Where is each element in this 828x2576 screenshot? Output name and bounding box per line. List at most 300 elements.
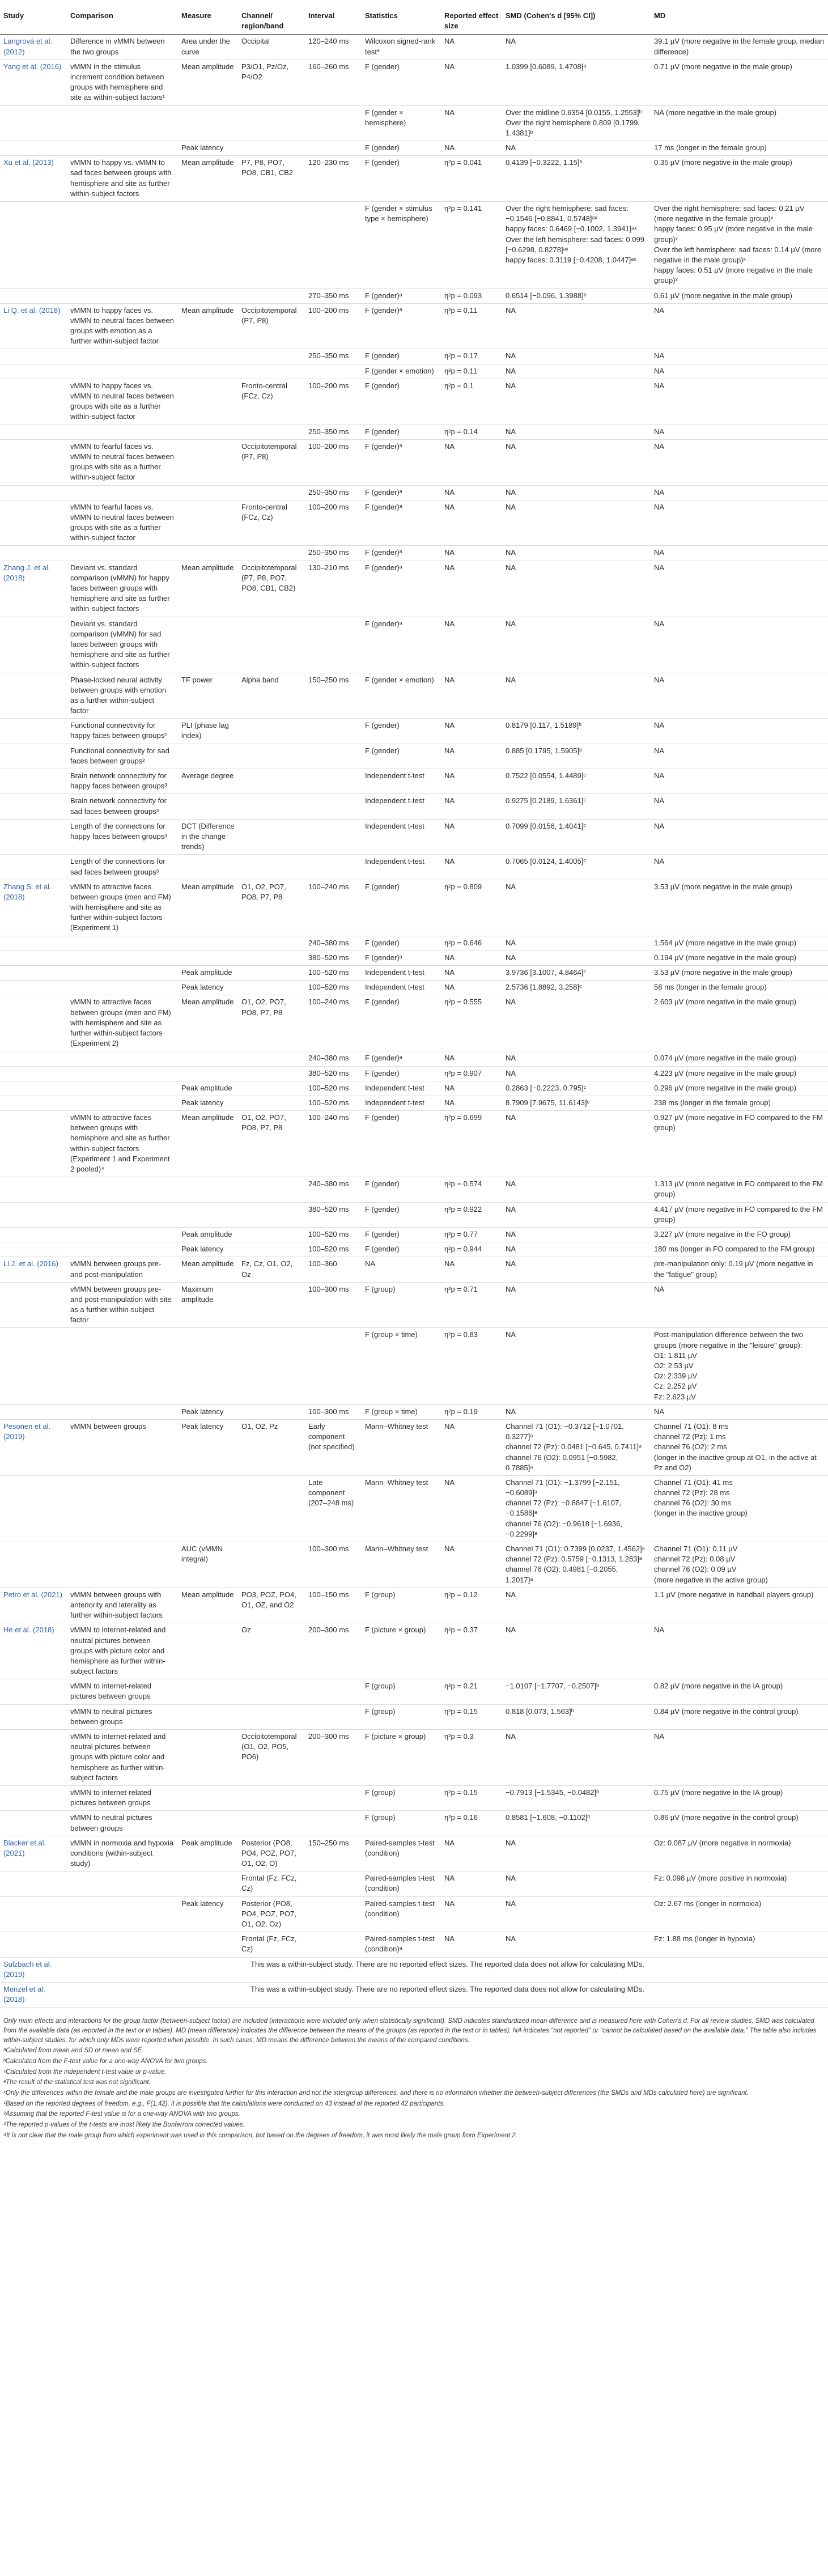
cell-study [0, 379, 67, 425]
cell-interval: 380–520 ms [305, 1066, 362, 1081]
cell-comparison [67, 1096, 178, 1110]
cell-study [0, 966, 67, 981]
table-row [0, 1679, 828, 1704]
footnote: ᵃCalculated from mean and SD or mean and SE. [3, 2047, 144, 2055]
cell-comparison: Deviant vs. standard comparison (vMMN) for sad faces between groups with hemisphere and site as further within-subject factors [67, 617, 178, 673]
cell-measure: Mean amplitude [178, 303, 238, 349]
cell-md: 0.86 µV (more negative in the control group) [651, 1811, 828, 1836]
cell-measure: Peak latency [178, 1896, 238, 1932]
cell-md: Fz: 0.098 µV (more positive in normoxia) [651, 1871, 828, 1896]
cell-channel [238, 1081, 305, 1096]
cell-smd: NA [502, 303, 651, 349]
cell-comparison: vMMN to happy vs. vMMN to sad faces between groups with hemisphere and site as further within-subject factors [67, 156, 178, 202]
cell-study: He et al. (2018) [0, 1623, 67, 1679]
table-notes [0, 2008, 828, 2147]
cell-study [0, 1051, 67, 1066]
cell-channel [238, 794, 305, 819]
cell-statistics: F (gender)ᵃ [362, 288, 441, 303]
cell-channel [238, 936, 305, 950]
cell-comparison: vMMN to internet-related pictures between groups [67, 1679, 178, 1704]
cell-comparison [67, 1242, 178, 1257]
cell-smd: 8.7909 [7.9675, 11.6143]ᶜ [502, 1096, 651, 1110]
table-row [0, 1730, 828, 1786]
cell-comparison [67, 105, 178, 141]
cell-measure [178, 500, 238, 546]
cell-study [0, 439, 67, 485]
cell-measure [178, 485, 238, 500]
cell-md: 0.84 µV (more negative in the control group) [651, 1704, 828, 1729]
cell-channel [238, 1328, 305, 1404]
cell-statistics: F (gender × hemisphere) [362, 105, 441, 141]
cell-measure: Peak amplitude [178, 1081, 238, 1096]
cell-statistics: F (gender) [362, 719, 441, 744]
table-row [0, 1202, 828, 1227]
cell-interval: 240–380 ms [305, 1177, 362, 1202]
cell-study [0, 500, 67, 546]
cell-measure [178, 439, 238, 485]
cell-statistics: F (gender) [362, 141, 441, 156]
cell-md: NA [651, 617, 828, 673]
cell-study: Menzel et al. (2018) [0, 1982, 67, 2007]
cell-md: Oz: 2.67 ms (longer in normoxia) [651, 1896, 828, 1932]
cell-md: Over the right hemisphere: sad faces: 0.21 µV (more negative in the female group)ˣ happy faces: 0.95 µV (more negative in the male group)ˣ Over the left hemisphere: sad faces: 0.14 µV (more negative in the male group)ˣ happy faces: 0.51 µV (more negative in the male group)ˣ [651, 202, 828, 289]
cell-study [0, 744, 67, 769]
cell-measure: Average degree [178, 769, 238, 794]
cell-effect: η²p = 0.14 [441, 425, 502, 439]
cell-statistics: F (gender) [362, 1066, 441, 1081]
cell-study [0, 794, 67, 819]
cell-effect: η²p = 0.646 [441, 936, 502, 950]
cell-study: Li J. et al. (2016) [0, 1257, 67, 1282]
cell-statistics: Mann–Whitney test [362, 1542, 441, 1588]
cell-comparison: Length of the connections for sad faces between groups³ [67, 855, 178, 880]
cell-smd: 0.7099 [0.0156, 1.4041]ᶜ [502, 819, 651, 855]
cell-comparison [67, 1475, 178, 1542]
cell-smd: NA [502, 500, 651, 546]
cell-measure [178, 105, 238, 141]
cell-effect: η²p = 0.555 [441, 995, 502, 1051]
header-interval: Interval [305, 8, 362, 35]
cell-channel [238, 981, 305, 995]
cell-comparison [67, 1177, 178, 1202]
cell-comparison [67, 1896, 178, 1932]
cell-comparison: vMMN to attractive faces between groups (men and FM) with hemisphere and site as further within-subject factors (Experiment 1) [67, 880, 178, 936]
cell-study: Pesonen et al. (2019) [0, 1419, 67, 1475]
cell-channel [238, 288, 305, 303]
table-row [0, 1932, 828, 1957]
cell-measure [178, 1704, 238, 1729]
cell-smd: −0.7913 [−1.5345, −0.0482]ᵇ [502, 1785, 651, 1810]
cell-md: NA [651, 1623, 828, 1679]
cell-statistics: F (gender)ᵃ [362, 500, 441, 546]
footnote: ᵇCalculated from the F-test value for a one-way ANOVA for two groups. [3, 2058, 208, 2065]
cell-comparison: vMMN to internet-related and neutral pictures between groups with picture color and hemisphere as further within-subject factors [67, 1623, 178, 1679]
cell-study [0, 485, 67, 500]
cell-md: NA [651, 1404, 828, 1419]
cell-effect: NA [441, 60, 502, 105]
cell-study [0, 1542, 67, 1588]
cell-interval: 150–250 ms [305, 673, 362, 719]
table-row [0, 1227, 828, 1242]
cell-channel [238, 105, 305, 141]
cell-effect: η²p = 0.21 [441, 1679, 502, 1704]
cell-md: Oz: 0.087 µV (more negative in normoxia) [651, 1836, 828, 1871]
cell-comparison: Functional connectivity for happy faces between groups² [67, 719, 178, 744]
cell-channel: Occipitotemporal (O1, O2, PO5, PO6) [238, 1730, 305, 1786]
cell-study [0, 819, 67, 855]
cell-comparison: Functional connectivity for sad faces between groups² [67, 744, 178, 769]
cell-channel: Posterior (PO8, PO4, POZ, PO7, O1, O2, Oz) [238, 1896, 305, 1932]
cell-measure [178, 1811, 238, 1836]
cell-effect: NA [441, 141, 502, 156]
cell-measure: Peak latency [178, 1419, 238, 1475]
cell-md: NA [651, 561, 828, 617]
cell-md: 0.61 µV (more negative in the male group) [651, 288, 828, 303]
cell-comparison: Length of the connections for happy faces between groups³ [67, 819, 178, 855]
cell-comparison: vMMN to internet-related pictures between groups [67, 1785, 178, 1810]
table-row [0, 379, 828, 425]
cell-comparison [67, 1542, 178, 1588]
cell-statistics: F (gender) [362, 60, 441, 105]
cell-md: NA [651, 1730, 828, 1786]
cell-channel: Frontal (Fz, FCz, Cz) [238, 1871, 305, 1896]
cell-smd: NA [502, 1066, 651, 1081]
cell-interval: 100–240 ms [305, 995, 362, 1051]
cell-effect: NA [441, 819, 502, 855]
cell-statistics: F (gender)ᵃ [362, 485, 441, 500]
cell-study: Blacker et al. (2021) [0, 1836, 67, 1871]
cell-comparison [67, 950, 178, 965]
cell-measure: Mean amplitude [178, 1257, 238, 1282]
cell-comparison: vMMN to attractive faces between groups (men and FM) with hemisphere and site as further within-subject factors (Experiment 2) [67, 995, 178, 1051]
cell-comparison: vMMN to internet-related and neutral pictures between groups with picture color and hemisphere as further within-subject factors [67, 1730, 178, 1786]
cell-comparison [67, 1202, 178, 1227]
cell-channel [238, 744, 305, 769]
table-row [0, 1982, 828, 2007]
cell-measure: AUC (vMMN integral) [178, 1542, 238, 1588]
cell-study [0, 617, 67, 673]
cell-measure [178, 1623, 238, 1679]
cell-effect: η²p = 0.907 [441, 1066, 502, 1081]
cell-channel [238, 1066, 305, 1081]
cell-statistics: F (gender) [362, 1111, 441, 1177]
cell-statistics: Mann–Whitney test [362, 1419, 441, 1475]
cell-interval: 250–350 ms [305, 546, 362, 561]
cell-md: NA [651, 855, 828, 880]
cell-smd: 1.0399 [0.6089, 1.4708]ᵃ [502, 60, 651, 105]
cell-study: Xu et al. (2013) [0, 156, 67, 202]
cell-measure [178, 1177, 238, 1202]
cell-statistics: F (gender)ᵃ [362, 561, 441, 617]
cell-smd: −1.0107 [−1.7707, −0.2507]ᵇ [502, 1679, 651, 1704]
cell-effect: NA [441, 1051, 502, 1066]
cell-statistics: F (picture × group) [362, 1730, 441, 1786]
cell-study [0, 1242, 67, 1257]
cell-study [0, 1227, 67, 1242]
cell-comparison [67, 1932, 178, 1957]
cell-study: Langrová et al. (2012) [0, 35, 67, 60]
cell-channel: PO3, POZ, PO4, O1, OZ, and O2 [238, 1588, 305, 1623]
cell-study: Zhang J. et al. (2018) [0, 561, 67, 617]
cell-effect: η²p = 0.15 [441, 1704, 502, 1729]
table-row [0, 769, 828, 794]
cell-md: 3.227 µV (more negative in the FO group) [651, 1227, 828, 1242]
cell-smd: NA [502, 1282, 651, 1328]
header-md: MD [651, 8, 828, 35]
cell-effect: η²p = 0.77 [441, 1227, 502, 1242]
table-row [0, 1588, 828, 1623]
cell-comparison [67, 425, 178, 439]
cell-statistics: Independent t-test [362, 769, 441, 794]
cell-interval: 130–210 ms [305, 561, 362, 617]
cell-smd: NA [502, 1730, 651, 1786]
cell-smd: 0.2863 [−0.2223, 0.795]ᶜ [502, 1081, 651, 1096]
cell-smd: 0.7065 [0.0124, 1.4005]ᶜ [502, 855, 651, 880]
cell-channel: Occipital [238, 35, 305, 60]
table-row [0, 425, 828, 439]
cell-interval: 120–240 ms [305, 35, 362, 60]
cell-smd: 2.5736 [1.8892, 3.258]ᶜ [502, 981, 651, 995]
cell-smd: 0.8581 [−1.608, −0.1102]ᵇ [502, 1811, 651, 1836]
table-row [0, 1328, 828, 1404]
cell-md: NA [651, 425, 828, 439]
table-row [0, 617, 828, 673]
cell-md: 58 ms (longer in the female group) [651, 981, 828, 995]
cell-measure [178, 364, 238, 379]
footnote: ⁴It is not clear that the male group from which experiment was used in this comparison, but based on the degrees of freedom, it was most likely the male group from Experiment 2. [3, 2132, 517, 2139]
cell-channel [238, 485, 305, 500]
cell-measure: Mean amplitude [178, 156, 238, 202]
cell-statistics: F (gender) [362, 425, 441, 439]
cell-smd: NA [502, 1202, 651, 1227]
cell-smd: NA [502, 1588, 651, 1623]
cell-interval [305, 819, 362, 855]
cell-md: NA [651, 546, 828, 561]
cell-comparison [67, 546, 178, 561]
cell-study [0, 1096, 67, 1110]
cell-effect: NA [441, 1836, 502, 1871]
table-row [0, 995, 828, 1051]
cell-comparison [67, 202, 178, 289]
cell-statistics: Independent t-test [362, 1081, 441, 1096]
cell-comparison: vMMN between groups pre- and post-manipulation with site as a further within-subject factor [67, 1282, 178, 1328]
cell-comparison [67, 981, 178, 995]
cell-message: This was a within-subject study. There are no reported effect sizes. The reported data does not allow for calculating MDs. [67, 1982, 828, 2007]
cell-statistics: F (group) [362, 1811, 441, 1836]
table-row [0, 1623, 828, 1679]
cell-md: 0.82 µV (more negative in the IA group) [651, 1679, 828, 1704]
cell-md: NA [651, 673, 828, 719]
cell-effect: NA [441, 546, 502, 561]
table-row [0, 60, 828, 105]
cell-effect: η²p = 0.12 [441, 1588, 502, 1623]
cell-channel [238, 425, 305, 439]
footnote: ˣOnly the differences within the female and the male groups are investigated further for this interaction and not the intergroup differences, and there is no information whether the between-subject differences (the SMDs and MDs calculated here) are significant. [3, 2090, 749, 2097]
cell-comparison [67, 141, 178, 156]
cell-md: Channel 71 (O1): 8 ms channel 72 (Pz): 1 ms channel 76 (O2): 2 ms (longer in the inactive group at O1, in the active at Pz and O2) [651, 1419, 828, 1475]
cell-smd: NA [502, 995, 651, 1051]
table-row [0, 1051, 828, 1066]
cell-interval [305, 794, 362, 819]
cell-effect: NA [441, 1419, 502, 1475]
cell-smd: NA [502, 141, 651, 156]
cell-channel [238, 1051, 305, 1066]
cell-interval: 200–300 ms [305, 1730, 362, 1786]
cell-effect: NA [441, 1257, 502, 1282]
cell-statistics: F (gender) [362, 156, 441, 202]
cell-effect: η²p = 0.71 [441, 1282, 502, 1328]
cell-effect: η²p = 0.83 [441, 1328, 502, 1404]
cell-effect: NA [441, 1096, 502, 1110]
cell-smd: NA [502, 1623, 651, 1679]
cell-md: Channel 71 (O1): 0.11 µV channel 72 (Pz): 0.08 µV channel 76 (O2): 0.09 µV (more negative in the active group) [651, 1542, 828, 1588]
cell-effect: NA [441, 561, 502, 617]
cell-smd: NA [502, 1242, 651, 1257]
cell-study [0, 1404, 67, 1419]
cell-effect: NA [441, 1475, 502, 1542]
cell-effect: η²p = 0.699 [441, 1111, 502, 1177]
cell-study: Zhang S. et al. (2018) [0, 880, 67, 936]
cell-comparison: vMMN to fearful faces vs. vMMN to neutral faces between groups with site as a further within-subject factor [67, 500, 178, 546]
cell-measure: Peak amplitude [178, 1836, 238, 1871]
cell-interval [305, 141, 362, 156]
cell-md: 4.417 µV (more negative in FO compared to the FM group) [651, 1202, 828, 1227]
cell-smd: NA [502, 35, 651, 60]
cell-md: NA (more negative in the male group) [651, 105, 828, 141]
cell-measure [178, 744, 238, 769]
header-statistics: Statistics [362, 8, 441, 35]
cell-comparison [67, 1081, 178, 1096]
cell-md: 3.53 µV (more negative in the male group) [651, 880, 828, 936]
cell-study [0, 1871, 67, 1896]
cell-statistics: F (gender) [362, 995, 441, 1051]
cell-smd: 0.885 [0.1795, 1.5905]ᵇ [502, 744, 651, 769]
table-row [0, 744, 828, 769]
cell-effect: NA [441, 105, 502, 141]
cell-smd: Channel 71 (O1): −0.3712 [−1.0701, 0.3277]ᵃ channel 72 (Pz): 0.0481 [−0.645, 0.7411]ᵃ channel 76 (O2): 0.0951 [−0.5982, 0.7885]ᵃ [502, 1419, 651, 1475]
cell-measure [178, 1051, 238, 1066]
cell-smd: NA [502, 1177, 651, 1202]
cell-interval: 100–200 ms [305, 303, 362, 349]
cell-channel: P7, P8, PO7, PO8, CB1, CB2 [238, 156, 305, 202]
cell-measure [178, 1475, 238, 1542]
cell-smd: NA [502, 1111, 651, 1177]
table-row [0, 819, 828, 855]
cell-statistics: F (group × time) [362, 1328, 441, 1404]
cell-interval: 120–230 ms [305, 156, 362, 202]
cell-study [0, 1679, 67, 1704]
cell-channel [238, 1679, 305, 1704]
footnote: Only main effects and interactions for the group factor (between-subject factor) are included (interactions were included only when statistically significant). SMD indicates standardized mean difference and is measured here with Cohen's d. For all review studies, SMD was calculated from the available data (as reported in the text or in tables). MD (mean difference) indicates the difference between the means of the groups (as reported in the text or in tables). NA indicates "not reported" or "cannot be calculated based on the available data." The table also includes within-subject studies, for which only MDs were reported when possible. In such cases, MD means the difference between the means of the compared conditions. [3, 2018, 817, 2044]
cell-statistics: F (group) [362, 1282, 441, 1328]
cell-measure: Mean amplitude [178, 1111, 238, 1177]
cell-md: 180 ms (longer in FO compared to the FM group) [651, 1242, 828, 1257]
cell-statistics: F (group) [362, 1679, 441, 1704]
table-row [0, 439, 828, 485]
table-row [0, 202, 828, 289]
cell-smd: NA [502, 1404, 651, 1419]
cell-channel: Occipitotemporal (P7, P8) [238, 303, 305, 349]
cell-smd: 3.9736 [3.1007, 4.8464]ᶜ [502, 966, 651, 981]
cell-measure: Mean amplitude [178, 561, 238, 617]
cell-measure [178, 1932, 238, 1957]
cell-measure: Peak latency [178, 141, 238, 156]
cell-comparison: vMMN to neutral pictures between groups [67, 1704, 178, 1729]
cell-statistics: Wilcoxon signed-rank test* [362, 35, 441, 60]
cell-study [0, 202, 67, 289]
cell-comparison [67, 1404, 178, 1419]
cell-channel [238, 819, 305, 855]
table-row [0, 1957, 828, 1982]
cell-study [0, 1896, 67, 1932]
cell-comparison [67, 936, 178, 950]
cell-md: NA [651, 485, 828, 500]
cell-study [0, 349, 67, 364]
cell-interval: 380–520 ms [305, 1202, 362, 1227]
footnote: ᶜCalculated from the independent t-test value or p-value. [3, 2068, 167, 2076]
cell-study [0, 719, 67, 744]
cell-effect: η²p = 0.11 [441, 364, 502, 379]
cell-measure: Maximum amplitude [178, 1282, 238, 1328]
cell-interval: 160–260 ms [305, 60, 362, 105]
table-row [0, 1066, 828, 1081]
cell-measure [178, 950, 238, 965]
header-measure: Measure [178, 8, 238, 35]
cell-smd: NA [502, 1257, 651, 1282]
cell-statistics: F (group) [362, 1588, 441, 1623]
cell-smd: NA [502, 950, 651, 965]
cell-measure [178, 855, 238, 880]
cell-comparison [67, 485, 178, 500]
cell-measure: Mean amplitude [178, 1588, 238, 1623]
cell-smd: NA [502, 1836, 651, 1871]
cell-study [0, 936, 67, 950]
cell-channel: Frontal (Fz, FCz, Cz) [238, 1932, 305, 1957]
cell-statistics: F (gender)ᵃ [362, 617, 441, 673]
cell-statistics: F (group) [362, 1785, 441, 1810]
cell-smd: NA [502, 364, 651, 379]
cell-study [0, 288, 67, 303]
cell-smd: NA [502, 1051, 651, 1066]
cell-md: 238 ms (longer in the female group) [651, 1096, 828, 1110]
cell-statistics: NA [362, 1257, 441, 1282]
cell-statistics: Mann–Whitney test [362, 1475, 441, 1542]
cell-measure: Mean amplitude [178, 60, 238, 105]
cell-channel [238, 364, 305, 379]
cell-interval [305, 1896, 362, 1932]
cell-smd: NA [502, 425, 651, 439]
table-row [0, 950, 828, 965]
cell-measure [178, 349, 238, 364]
cell-channel [238, 950, 305, 965]
cell-measure: Mean amplitude [178, 995, 238, 1051]
cell-interval [305, 719, 362, 744]
table-row [0, 719, 828, 744]
cell-statistics: Independent t-test [362, 794, 441, 819]
cell-study [0, 141, 67, 156]
header-comparison: Comparison [67, 8, 178, 35]
cell-channel: P3/O1, Pz/Oz, P4/O2 [238, 60, 305, 105]
cell-statistics: F (gender) [362, 1227, 441, 1242]
cell-statistics: F (gender) [362, 936, 441, 950]
table-row [0, 1419, 828, 1475]
cell-study: Petro et al. (2021) [0, 1588, 67, 1623]
cell-statistics: F (gender) [362, 1202, 441, 1227]
cell-smd: Over the midline 0.6354 [0.0155, 1.2553]ᵇ Over the right hemisphere 0.809 [0.1799, 1.4381]ᵇ [502, 105, 651, 141]
cell-comparison: Brain network connectivity for sad faces between groups³ [67, 794, 178, 819]
header-study: Study [0, 8, 67, 35]
table-row [0, 1871, 828, 1896]
